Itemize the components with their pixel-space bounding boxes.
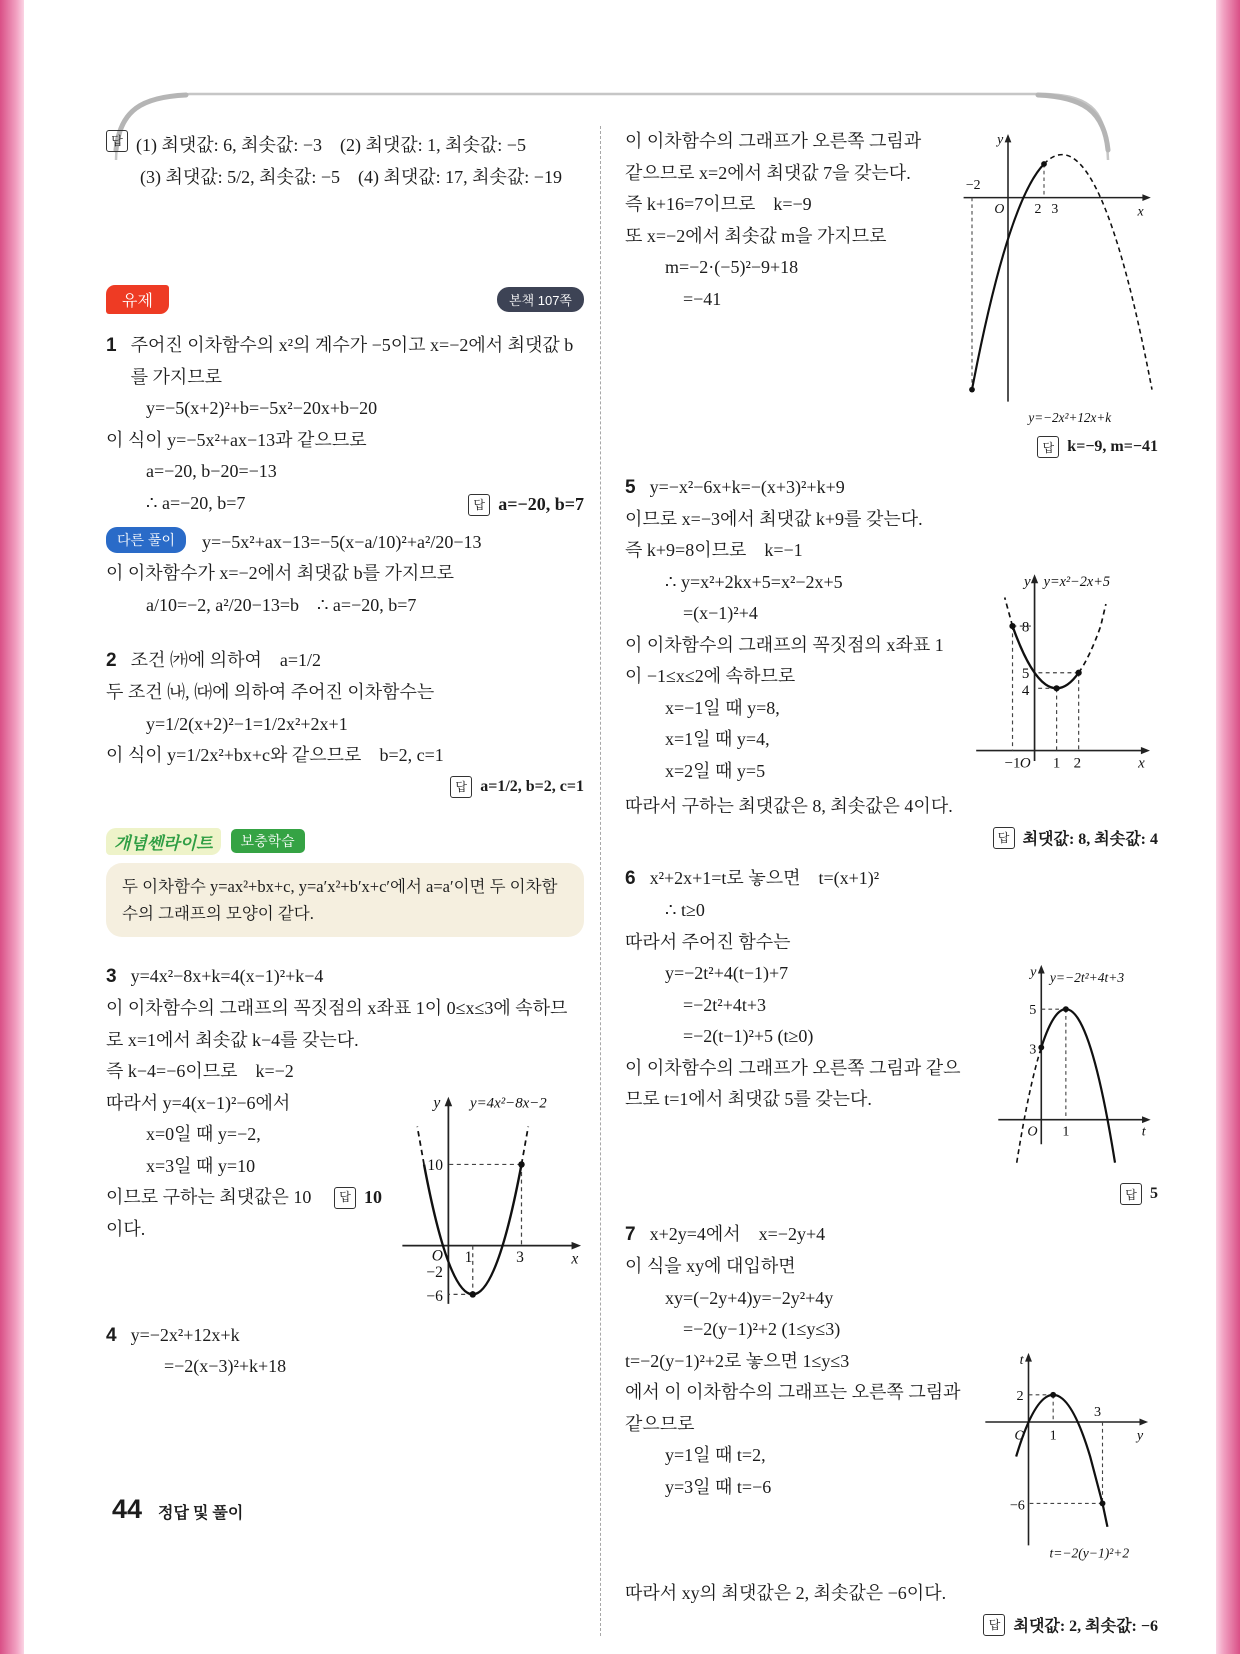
problem-4-continued — [625, 126, 1158, 458]
problem-4 — [106, 1320, 584, 1383]
solution-line: xy=(−2y+4)y=−2y²+4y — [665, 1287, 834, 1308]
x-axis-label: x — [1137, 203, 1144, 219]
graph-problem6 — [986, 960, 1158, 1175]
tick-neg6: −6 — [426, 1287, 443, 1305]
tick-2: 2 — [1034, 201, 1042, 217]
alt-solution-line — [106, 527, 584, 559]
page-content — [106, 126, 1158, 1636]
solution-line: 이 식이 y=−5x²+ax−13과 같으므로 — [106, 429, 367, 450]
tick-neg2: −2 — [965, 177, 981, 193]
solution-line: 또 x=−2에서 최솟값 m을 가지므로 — [625, 225, 887, 246]
solution-line: 따라서 구하는 최댓값은 8, 최솟값은 4이다. — [625, 795, 953, 816]
problem-6 — [625, 863, 1158, 1205]
answer-text: (1) 최댓값: 6, 최솟값: −3 (2) 최댓값: 1, 최솟값: −5 — [136, 135, 526, 155]
solution-line: 이 식이 y=1/2x²+bx+c와 같으므로 b=2, c=1 — [106, 745, 444, 766]
solution-text: x²+2x+1=t로 놓으면 t=(x+1)² — [649, 868, 880, 889]
section-header — [106, 285, 584, 314]
y-axis-arrow — [445, 1096, 453, 1105]
x-axis-arrow — [572, 1241, 581, 1249]
solution-text: ∴ a=−20, b=7 — [146, 492, 246, 513]
y-axis-label: y — [433, 1094, 441, 1112]
solution-line: 따라서 주어진 함수는 — [625, 931, 791, 952]
parabola-dashed-tail — [417, 1126, 424, 1164]
x-axis-label: x — [571, 1249, 579, 1267]
solution-line: x=1일 때 y=4, — [665, 729, 770, 750]
vertex-point — [1063, 1007, 1069, 1013]
answer-text: a=−20, b=7 — [498, 494, 584, 515]
solution-line: y=1/2(x+2)²−1=1/2x²+2x+1 — [146, 713, 348, 734]
solution-text: y=−5x²+ax−13=−5(x−a/10)²+a²/20−13 — [202, 531, 482, 552]
tick-1: 1 — [464, 1248, 473, 1266]
origin-label: O — [994, 201, 1005, 217]
answer-mark-box: 답 — [1120, 1183, 1142, 1205]
x-axis-arrow — [1141, 747, 1150, 754]
supplement-header — [106, 828, 584, 855]
solution-line: 따라서 xy의 최댓값은 2, 최솟값은 −6이다. — [625, 1582, 947, 1603]
footer-label: 정답 및 풀이 — [158, 1505, 244, 1522]
parabola-dashed-tail — [521, 1126, 528, 1164]
t-axis-label: t — [1141, 1123, 1146, 1140]
solution-text: 조건 ㈎에 의하여 a=1/2 — [130, 650, 322, 671]
y-axis-label: y — [997, 131, 1004, 147]
problem-lead — [106, 961, 584, 993]
problem-7 — [625, 1219, 1158, 1636]
book-reference-badge: 본책 107쪽 — [497, 287, 584, 312]
solution-line: 에서 이 이차함수의 그래프는 오른쪽 그림과 같으므로 — [625, 1382, 961, 1434]
page-edge-right — [1216, 0, 1240, 1654]
max-point — [1041, 161, 1047, 167]
solution-line: t=−2(y−1)²+2로 놓으면 1≤y≤3 — [625, 1350, 850, 1371]
solution-line: m=−2·(−5)²−9+18 — [665, 257, 799, 277]
x-axis-label: x — [1138, 755, 1145, 772]
tick-3: 3 — [1029, 1041, 1037, 1058]
brand-logo: 개념쎈라이트 — [106, 828, 221, 855]
page-number: 44 — [112, 1494, 143, 1524]
solution-line — [106, 1182, 382, 1245]
tick-1: 1 — [1062, 1123, 1070, 1140]
answer-row — [625, 436, 1158, 458]
graph-problem3 — [394, 1090, 584, 1312]
problem-number: 4 — [106, 1324, 117, 1346]
curve-equation: y=x²−2x+5 — [1043, 573, 1110, 590]
right-column — [600, 126, 1158, 1636]
solution-text: y=−x²−6x+k=−(x+3)²+k+9 — [649, 477, 845, 497]
problem-lead — [106, 645, 584, 677]
solution-line: 즉 k−4=−6이므로 k=−2 — [106, 1061, 294, 1081]
problem-number: 7 — [625, 1224, 636, 1246]
graph-problem5 — [963, 569, 1158, 783]
top-answer-block — [106, 130, 584, 193]
solution-text: y=4x²−8x+k=4(x−1)²+k−4 — [130, 966, 324, 987]
tick-1: 1 — [1049, 1426, 1057, 1443]
solution-line: 이 이차함수의 그래프가 오른쪽 그림과 같으므로 x=2에서 최댓값 7을 갖는다. — [625, 131, 922, 183]
answer-text: 최댓값: 8, 최솟값: 4 — [1022, 831, 1158, 849]
solution-line: 즉 k+16=7이므로 k=−9 — [625, 194, 812, 214]
min-point — [1100, 1500, 1106, 1506]
tick-3: 3 — [516, 1248, 524, 1266]
solution-text: 주어진 이차함수의 x²의 계수가 −5이고 x=−2에서 최댓값 b를 가지므로 — [130, 335, 574, 387]
y-axis-label: y — [1136, 1426, 1144, 1443]
solution-line: 이 이차함수의 그래프가 오른쪽 그림과 같으므로 t=1에서 최댓값 5를 갖는다. — [625, 1057, 961, 1110]
y-axis-arrow — [1140, 1418, 1149, 1425]
solution-line: y=−5(x+2)²+b=−5x²−20x+b−20 — [146, 398, 378, 418]
solution-line: 이 이차함수의 그래프의 꼭짓점의 x좌표 1이 −1≤x≤2에 속하므로 — [625, 634, 944, 687]
curve-equation: t=−2(y−1)²+2 — [1049, 1545, 1130, 1561]
supplement-badge: 보충학습 — [231, 829, 305, 853]
answer-text: 최댓값: 2, 최솟값: −6 — [1013, 1618, 1158, 1636]
answer-mark-box: 답 — [334, 1187, 356, 1209]
tick-8: 8 — [1021, 619, 1030, 636]
tick-neg2: −2 — [426, 1263, 443, 1281]
problem-1 — [106, 330, 584, 621]
tick-2: 2 — [1016, 1387, 1024, 1404]
answer-mark-box: 답 — [468, 494, 490, 516]
y-axis-label: y — [1024, 573, 1031, 590]
problem-number: 2 — [106, 650, 117, 672]
solution-line: =−41 — [683, 288, 722, 309]
origin-label: O — [1014, 1426, 1025, 1443]
solution-line: x=3일 때 y=10 — [146, 1155, 256, 1176]
solution-line: x=−1일 때 y=8, — [665, 697, 780, 718]
t-axis-arrow — [1142, 1117, 1151, 1124]
problem-lead — [625, 472, 1158, 504]
tick-10: 10 — [427, 1156, 443, 1174]
parabola-curve-solid — [1041, 1009, 1115, 1163]
solution-line: 이 이차함수가 x=−2에서 최댓값 b를 가지므로 — [106, 563, 455, 584]
answer-mark-box: 답 — [450, 776, 472, 798]
vertex-point — [470, 1291, 476, 1297]
t-axis-label: t — [1019, 1351, 1024, 1368]
problem-number: 6 — [625, 868, 636, 890]
curve-equation: y=4x²−8x−2 — [470, 1095, 547, 1112]
alt-solution-badge: 다른 풀이 — [106, 527, 186, 554]
parabola-curve-dashed — [1017, 1048, 1042, 1163]
tick-2: 2 — [1073, 755, 1082, 772]
solution-text: y=−2x²+12x+k — [130, 1324, 240, 1345]
answer-mark-box: 답 — [1037, 436, 1059, 458]
answer-line: (3) 최댓값: 5/2, 최솟값: −5 (4) 최댓값: 17, 최솟값: −19 — [140, 166, 562, 187]
max-point — [518, 1161, 524, 1167]
solution-line: =−2(y−1)²+2 (1≤y≤3) — [683, 1319, 841, 1340]
tick-1: 1 — [1052, 755, 1061, 772]
answer-text: a=1/2, b=2, c=1 — [480, 777, 584, 795]
solution-line: =(x−1)²+4 — [683, 603, 758, 624]
solution-line: 즉 k+9=8이므로 k=−1 — [625, 540, 803, 561]
y-axis-arrow — [1038, 965, 1045, 974]
max-point — [1009, 623, 1015, 629]
solution-line: =−2(x−3)²+k+18 — [164, 1356, 287, 1377]
vertex-point — [1050, 1392, 1056, 1398]
problem-lead — [106, 330, 584, 393]
solution-line: x=0일 때 y=−2, — [146, 1124, 261, 1144]
problem-lead — [106, 1320, 584, 1352]
tick-3: 3 — [1094, 1403, 1102, 1420]
vertex-point — [1053, 685, 1059, 691]
problem-lead — [625, 863, 1158, 895]
solution-text: 이므로 구하는 최댓값은 10이다. — [106, 1187, 312, 1239]
parabola-dashed-tail — [1079, 604, 1106, 673]
left-column — [106, 126, 584, 1636]
y-axis-label: y — [1030, 964, 1037, 981]
answer-row — [625, 1183, 1158, 1205]
solution-line: ∴ y=x²+2kx+5=x²−2x+5 — [665, 571, 843, 592]
x-axis-arrow — [1142, 194, 1150, 201]
tick-5: 5 — [1021, 665, 1030, 682]
parabola-curve-dashed — [1044, 155, 1152, 390]
solution-line: a/10=−2, a²/20−13=b ∴ a=−20, b=7 — [146, 594, 417, 615]
solution-line: y=−2t²+4(t−1)+7 — [665, 963, 789, 984]
graph-problem7 — [973, 1348, 1158, 1570]
answer-line — [106, 130, 584, 162]
answer-group — [334, 1182, 382, 1214]
solution-text: x+2y=4에서 x=−2y+4 — [649, 1224, 826, 1245]
answer-text: 10 — [364, 1187, 382, 1207]
solution-line: =−2(t−1)²+5 (t≥0) — [683, 1026, 814, 1047]
solution-line: x=2일 때 y=5 — [665, 760, 766, 781]
solution-line: a=−20, b−20=−13 — [146, 461, 277, 481]
problem-number: 1 — [106, 335, 117, 356]
page-footer — [112, 1494, 243, 1525]
solution-line: 이므로 x=−3에서 최댓값 k+9를 갖는다. — [625, 508, 923, 529]
solution-line: 두 조건 ㈏, ㈐에 의하여 주어진 이차함수는 — [106, 682, 435, 703]
intercept-point — [1038, 1045, 1044, 1051]
problem-5 — [625, 472, 1158, 849]
parabola-dashed-tail — [1005, 597, 1013, 626]
origin-label: O — [431, 1247, 443, 1265]
problem-3 — [106, 961, 584, 1305]
answer-row — [625, 1613, 1158, 1636]
answer-mark-box: 답 — [983, 1614, 1005, 1636]
tick-4: 4 — [1021, 682, 1030, 699]
t-axis-arrow — [1025, 1353, 1032, 1362]
solution-line: y=1일 때 t=2, — [665, 1445, 766, 1466]
problem-number: 3 — [106, 966, 117, 988]
solution-line: 따라서 y=4(x−1)²−6에서 — [106, 1092, 291, 1113]
answer-text: k=−9, m=−41 — [1067, 438, 1158, 455]
tick-neg6: −6 — [1009, 1497, 1025, 1514]
answer-row — [106, 776, 584, 798]
y-axis-arrow — [1005, 134, 1012, 142]
min-point — [969, 387, 975, 393]
answer-mark-box: 답 — [993, 827, 1015, 849]
problem-2 — [106, 645, 584, 797]
solution-line: 이 식을 xy에 대입하면 — [625, 1256, 796, 1277]
answer-row — [625, 826, 1158, 849]
origin-label: O — [1019, 755, 1031, 772]
endpoint — [1076, 670, 1082, 676]
page-edge-left — [0, 0, 24, 1654]
origin-label: O — [1027, 1123, 1038, 1140]
y-axis-arrow — [1031, 574, 1038, 583]
answer-group — [468, 489, 584, 521]
solution-line: 이 이차함수의 그래프의 꼭짓점의 x좌표 1이 0≤x≤3에 속하므로 x=1에서 최솟값 k−4를 갖는다. — [106, 998, 568, 1050]
solution-line: =−2t²+4t+3 — [683, 994, 767, 1015]
solution-line — [106, 488, 584, 521]
tick-3: 3 — [1051, 201, 1059, 217]
yuje-badge: 유제 — [106, 285, 169, 314]
tick-neg1: −1 — [1004, 755, 1021, 772]
tick-5: 5 — [1029, 1002, 1037, 1019]
answer-text: 5 — [1150, 1185, 1158, 1203]
answer-mark-box: 답 — [106, 130, 128, 152]
curve-equation: y=−2t²+4t+3 — [1049, 970, 1125, 986]
graph-problem4 — [954, 128, 1158, 428]
curve-equation: y=−2x²+12x+k — [1028, 410, 1112, 425]
supplement-note: 두 이차함수 y=ax²+bx+c, y=a′x²+b′x+c′에서 a=a′이면 두 이차함수의 그래프의 모양이 같다. — [106, 863, 584, 937]
problem-lead — [625, 1219, 1158, 1251]
solution-line: ∴ t≥0 — [665, 900, 705, 921]
solution-line: y=3일 때 t=−6 — [665, 1476, 772, 1497]
problem-number: 5 — [625, 477, 636, 498]
